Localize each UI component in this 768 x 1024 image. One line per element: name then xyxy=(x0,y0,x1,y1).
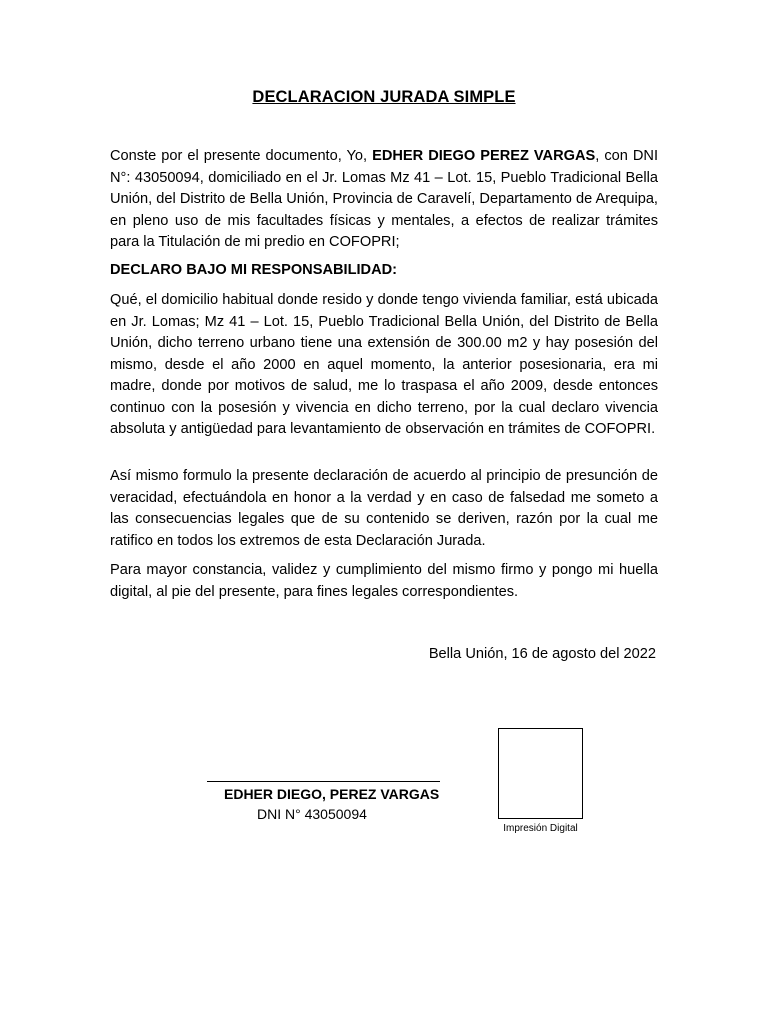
veracity-paragraph: Así mismo formulo la presente declaración de acuerdo al principio de presunción de veracidad, efectuándola en honor a la verdad y en caso de falsedad me someto a las consecuencias legales que de su contenido se deriven, razón por la cual me ratifico en todos los extremos de esta Declaración Jurada. xyxy=(110,468,658,549)
fingerprint-label: Impresión Digital xyxy=(503,823,578,834)
intro-prefix: Conste por el presente documento, Yo, xyxy=(110,148,373,164)
document-title: DECLARACION JURADA SIMPLE xyxy=(252,88,516,106)
place-date: Bella Unión, 16 de agosto del 2022 xyxy=(428,646,656,662)
signer-name: EDHER DIEGO, PEREZ VARGAS xyxy=(224,786,440,802)
declarant-name: EDHER DIEGO PEREZ VARGAS xyxy=(372,148,596,164)
signer-dni: DNI N° 43050094 xyxy=(257,806,367,822)
intro-paragraph xyxy=(110,146,658,254)
signing-paragraph: Para mayor constancia, validez y cumplimiento del mismo firmo y pongo mi huella digital, al pie del presente, para fines legales correspondientes. xyxy=(110,562,658,600)
residence-paragraph: Qué, el domicilio habitual donde resido y donde tengo vivienda familiar, está ubicada en Jr. Lomas; Mz 41 – Lot. 15, Pueblo Tradicional Bella Unión, del Distrito de Bella Unión, dicho terreno urbano tiene una extensión de 300.00 m2 y hay posesión del mismo, desde el año 2000 en aquel momento, la anterior posesionaria, era mi madre, donde por motivos de salud, me lo traspasa el año 2009, desde entonces continuo con la posesión y vivencia en dicho terreno, por la cual declaro vivencia absoluta y antigüedad para levantamiento de observación en trámites de COFOPRI. xyxy=(110,292,658,437)
fingerprint-box xyxy=(498,728,583,819)
signature-line xyxy=(207,781,440,782)
declaration-heading: DECLARO BAJO MI RESPONSABILIDAD: xyxy=(110,262,398,278)
intro-suffix: , con DNI N°: 43050094, domiciliado en el Jr. Lomas Mz 41 – Lot. 15, Pueblo Tradicional Bella Unión, del Distrito de Bella Unión, Provincia de Caravelí, Departamento de Arequipa, en pleno uso de mis facultades físicas y mentales, a efectos de realizar trámites para la Titulación de mi predio en COFOPRI; xyxy=(110,148,659,250)
